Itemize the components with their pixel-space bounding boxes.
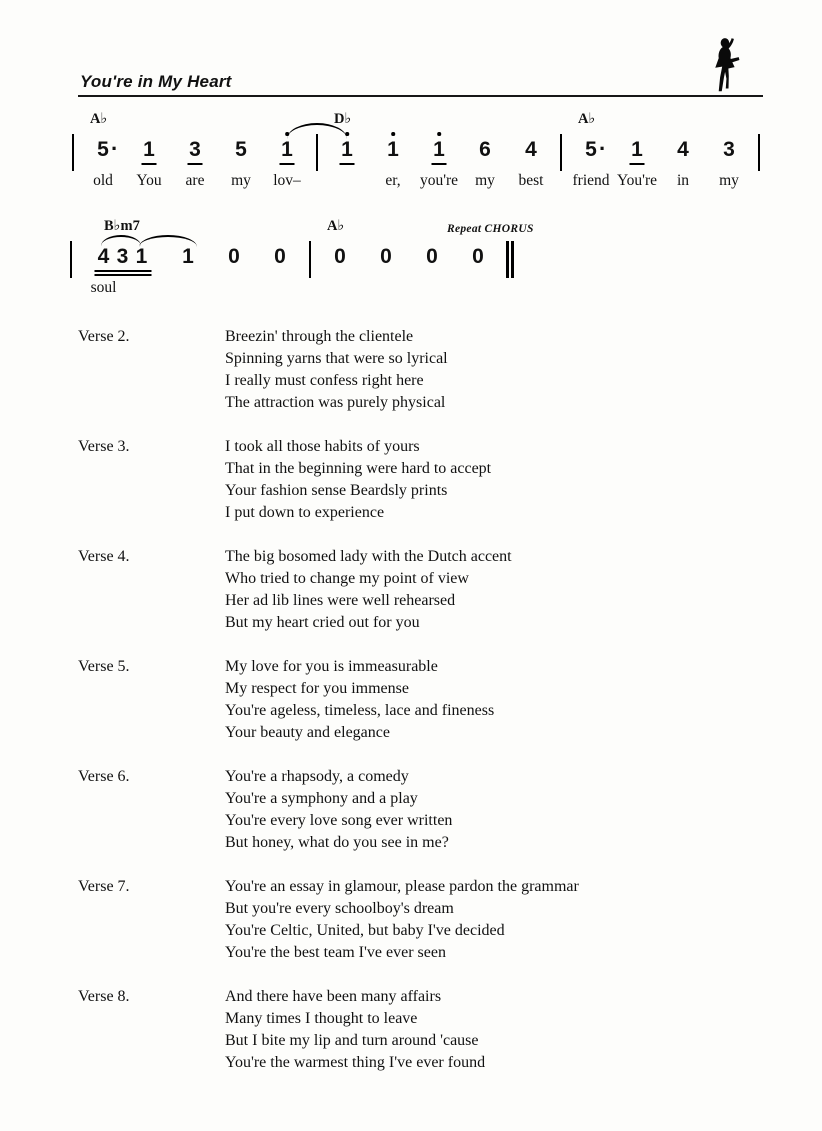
note-number: 5 (585, 138, 597, 161)
chord-label: D♭ (334, 111, 352, 127)
verse-line: But my heart cried out for you (225, 614, 420, 631)
lyric-text: my (475, 172, 495, 189)
verse-line: Breezin' through the clientele (225, 328, 414, 345)
note-number: 0 (426, 245, 438, 268)
note-number: 3 (723, 138, 735, 161)
dotted-note-dot: · (111, 136, 119, 161)
octave-dot-icon (285, 132, 289, 136)
note-underline (340, 163, 355, 165)
lyric-text: in (676, 172, 690, 189)
verse-block (78, 436, 792, 524)
note-cell (317, 218, 363, 275)
note-underline (132, 274, 151, 276)
verse-line: Many times I thought to leave (225, 1010, 418, 1027)
note-number: 6 (479, 138, 491, 161)
verse-label: Verse 4. (78, 548, 130, 565)
verse-line: My respect for you immense (225, 680, 409, 697)
note-number: 1 (341, 138, 353, 161)
lyric-text: er, (385, 172, 401, 189)
verse-line: But you're every schoolboy's dream (225, 900, 454, 917)
note-cell (508, 138, 554, 189)
lyric-text: You (136, 172, 162, 189)
note-underline (94, 274, 113, 276)
verse-block (78, 546, 792, 634)
note-cell (363, 245, 409, 275)
note-number: 0 (228, 245, 240, 268)
note-number: 1 (182, 245, 194, 268)
verse-line: Her ad lib lines were well rehearsed (225, 592, 456, 609)
verse-block (78, 986, 792, 1074)
note-number: 0 (274, 245, 286, 268)
note-number: 1 (281, 138, 293, 161)
note-cell (132, 245, 151, 275)
note-number: 5 (235, 138, 247, 161)
barline (554, 138, 568, 168)
verse-line: My love for you is immeasurable (225, 658, 438, 675)
verse-line: You're ageless, timeless, lace and fineness (225, 702, 495, 719)
music-line (0, 111, 766, 218)
note-number: 3 (116, 245, 129, 268)
note-underline (280, 163, 295, 165)
note-number: 0 (472, 245, 484, 268)
note-cell (218, 138, 264, 189)
note-cell (257, 245, 303, 275)
note-cell (614, 138, 660, 189)
verse-line: You're the warmest thing I've ever found (225, 1054, 486, 1071)
verse-block (78, 766, 792, 854)
note-underline (94, 270, 113, 272)
verse-lines (225, 766, 452, 854)
lyric-text: my (719, 172, 739, 189)
barline (310, 138, 324, 168)
octave-dot-icon (345, 132, 349, 136)
verse-line: Your fashion sense Beardsly prints (225, 482, 448, 499)
lyric-text: friend (572, 172, 610, 189)
note-number: 5 (97, 138, 109, 161)
barline (64, 245, 78, 275)
chord-label: A♭ (90, 111, 108, 127)
verse-lines (225, 326, 448, 414)
verse-label: Verse 3. (78, 438, 130, 455)
note-number: 0 (334, 245, 346, 268)
lyric-text: lov– (273, 172, 301, 189)
note-underline (113, 274, 132, 276)
note-cell (80, 111, 126, 189)
note-number: 1 (631, 138, 643, 161)
verse-line: I really must confess right here (225, 372, 424, 389)
verse-line: I put down to experience (225, 504, 385, 521)
chord-label: A♭ (327, 218, 345, 234)
verse-line: You're every love song ever written (225, 812, 453, 829)
barline (303, 245, 317, 275)
lyric-text: You're (617, 172, 657, 189)
barline (752, 138, 766, 168)
repeat-chorus-label: Repeat CHORUS (447, 223, 534, 235)
verse-label: Verse 6. (78, 768, 130, 785)
note-cell (264, 138, 310, 189)
verse-line: You're Celtic, United, but baby I've decided (225, 922, 505, 939)
title-rule (78, 95, 763, 97)
note-underline (142, 163, 157, 165)
note-cell (172, 138, 218, 189)
verse-lines (225, 546, 512, 634)
note-underline (113, 270, 132, 272)
note-cell (455, 245, 501, 275)
verse-line: Who tried to change my point of view (225, 570, 469, 587)
lyric-text: you're (419, 172, 459, 189)
note-cell (126, 138, 172, 189)
note-cell (370, 138, 416, 189)
verse-label: Verse 2. (78, 328, 130, 345)
verse-block (78, 326, 792, 414)
final-double-barline (501, 245, 521, 275)
verse-line: And there have been many affairs (225, 988, 442, 1005)
verse-line: You're a symphony and a play (225, 790, 418, 807)
lyric-text: soul (90, 279, 117, 296)
verse-line: You're the best team I've ever seen (225, 944, 446, 961)
octave-dot-icon (437, 132, 441, 136)
note-cell (165, 245, 211, 275)
verse-block (78, 876, 792, 964)
verse-line: You're a rhapsody, a comedy (225, 768, 409, 785)
lyric-text: my (231, 172, 251, 189)
verse-line: But honey, what do you see in me? (225, 834, 449, 851)
note-underline (432, 163, 447, 165)
verse-line: But I bite my lip and turn around 'cause (225, 1032, 479, 1049)
verse-lines (225, 986, 485, 1074)
verse-line: Spinning yarns that were so lyrical (225, 350, 448, 367)
verse-lines (225, 876, 579, 964)
note-cell (416, 138, 462, 189)
note-number: 0 (380, 245, 392, 268)
verse-label: Verse 7. (78, 878, 130, 895)
note-number: 3 (189, 138, 201, 161)
lyric-text: old (93, 172, 113, 189)
note-cell (706, 138, 752, 189)
verses-section (78, 326, 792, 1096)
barline (66, 138, 80, 168)
note-number: 1 (135, 245, 148, 268)
verse-line: That in the beginning were hard to accept (225, 460, 492, 477)
chord-label: A♭ (578, 111, 596, 127)
note-underline (630, 163, 645, 165)
verse-line: You're an essay in glamour, please pardon the grammar (225, 878, 579, 895)
note-number: 4 (97, 245, 110, 268)
note-cell (324, 111, 370, 168)
dotted-note-dot: · (599, 136, 607, 161)
verse-line: The attraction was purely physical (225, 394, 446, 411)
verse-line: Your beauty and elegance (225, 724, 390, 741)
lyric-text: are (185, 172, 205, 189)
note-underline (188, 163, 203, 165)
dancing-figure-icon (706, 36, 748, 94)
note-cell (462, 138, 508, 189)
verse-line: The big bosomed lady with the Dutch accent (225, 548, 512, 565)
verse-lines (225, 656, 494, 744)
octave-dot-icon (391, 132, 395, 136)
note-cell (211, 245, 257, 275)
note-cell (568, 111, 614, 189)
note-underline (132, 270, 151, 272)
note-cell (113, 245, 132, 275)
verse-label: Verse 5. (78, 658, 130, 675)
note-number: 4 (677, 138, 689, 161)
note-cell (660, 138, 706, 189)
note-number: 1 (143, 138, 155, 161)
chord-label: B♭m7 (104, 218, 140, 234)
note-cell (409, 245, 455, 275)
note-number: 1 (387, 138, 399, 161)
verse-block (78, 656, 792, 744)
verse-lines (225, 436, 491, 524)
verse-label: Verse 8. (78, 988, 130, 1005)
verse-line: I took all those habits of yours (225, 438, 420, 455)
page-title: You're in My Heart (80, 72, 232, 91)
note-number: 4 (525, 138, 537, 161)
note-number: 1 (433, 138, 445, 161)
note-cell (90, 218, 140, 296)
lyric-text: best (518, 172, 544, 189)
